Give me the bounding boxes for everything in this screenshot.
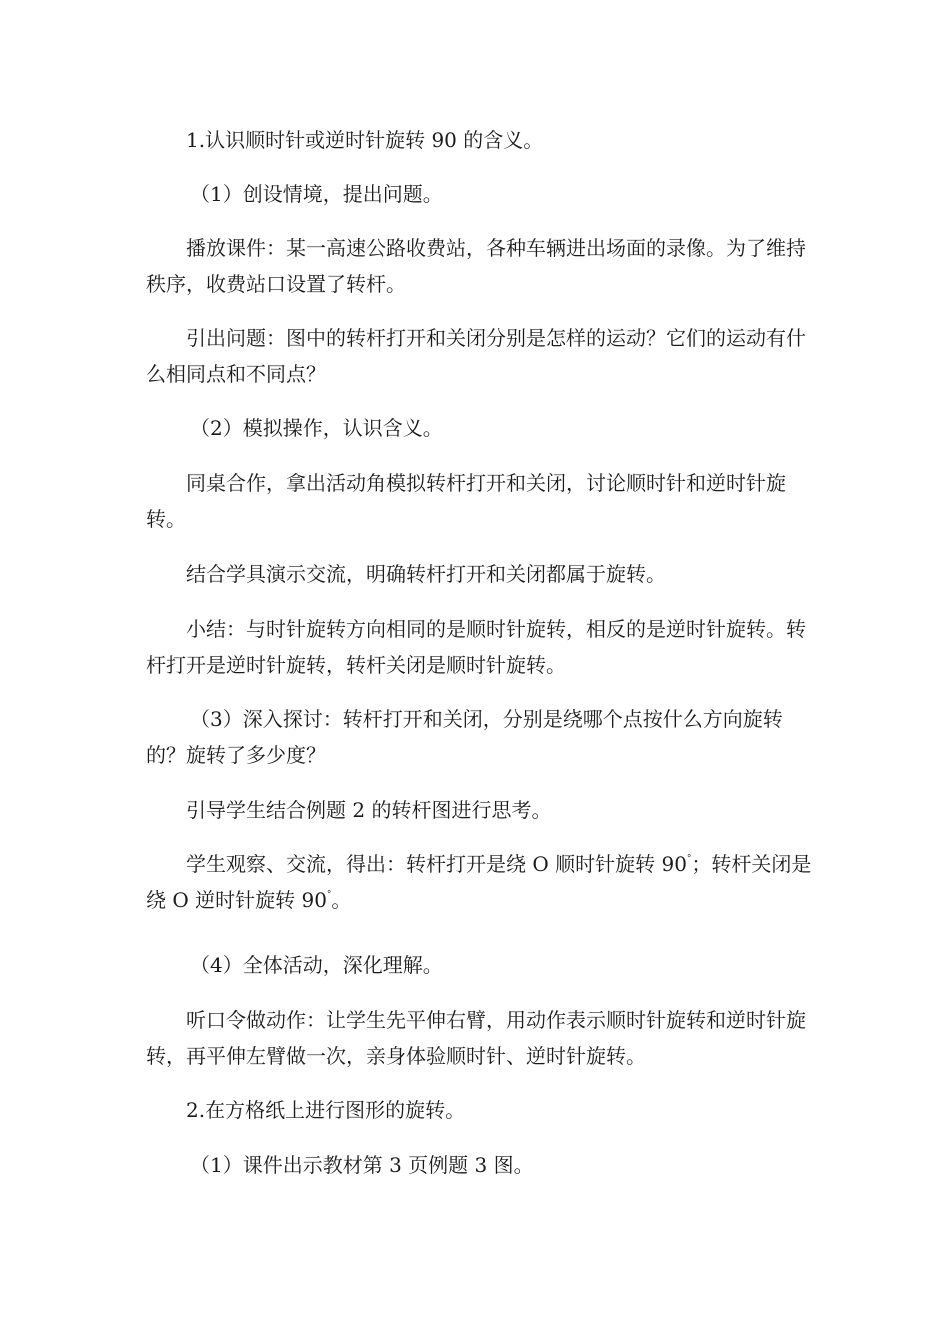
paragraph-demonstration: 结合学具演示交流，明确转杆打开和关闭都属于旋转。	[186, 562, 666, 586]
paragraph-question: 引出问题：图中的转杆打开和关闭分别是怎样的运动？它们的运动有什么相同点和不同点？	[146, 326, 806, 386]
degree-mark-1: °	[686, 854, 692, 864]
step-heading-1: （1）创设情境，提出问题。	[190, 182, 443, 206]
paragraph-summary: 小结：与时针旋转方向相同的是顺时针旋转，相反的是逆时针旋转。转杆打开是逆时针旋转，转杆关闭是顺时针旋转。	[146, 617, 806, 677]
degree-mark-2: °	[326, 890, 332, 900]
paragraph-courseware: 播放课件：某一高速公路收费站，各种车辆进出场面的录像。为了维持秩序，收费站口设置了转杆。	[146, 236, 806, 296]
section-heading-1: 1.认识顺时针或逆时针旋转 90 的含义。	[186, 128, 544, 152]
observation-text-part-2: ；转杆关闭是绕 O 逆时针旋转 90	[146, 852, 812, 912]
paragraph-observation	[146, 846, 814, 918]
paragraph-guidance: 引导学生结合例题 2 的转杆图进行思考。	[186, 798, 552, 822]
step-heading-3: （3）深入探讨：转杆打开和关闭，分别是绕哪个点按什么方向旋转的？旋转了多少度？	[146, 707, 783, 767]
paragraph-command-action: 听口令做动作：让学生先平伸右臂，用动作表示顺时针旋转和逆时针旋转，再平伸左臂做一次，亲身体验顺时针、逆时针旋转。	[146, 1008, 806, 1068]
observation-text-part-3: 。	[331, 888, 352, 912]
step-heading-2: （2）模拟操作，认识含义。	[190, 416, 443, 440]
step-heading-4: （4）全体活动，深化理解。	[190, 953, 443, 977]
step-heading-5: （1）课件出示教材第 3 页例题 3 图。	[190, 1153, 534, 1177]
observation-text-part-1: 学生观察、交流，得出：转杆打开是绕 O 顺时针旋转 90	[186, 852, 687, 876]
paragraph-cooperation: 同桌合作，拿出活动角模拟转杆打开和关闭，讨论顺时针和逆时针旋转。	[146, 471, 786, 531]
section-heading-2: 2.在方格纸上进行图形的旋转。	[186, 1098, 466, 1122]
